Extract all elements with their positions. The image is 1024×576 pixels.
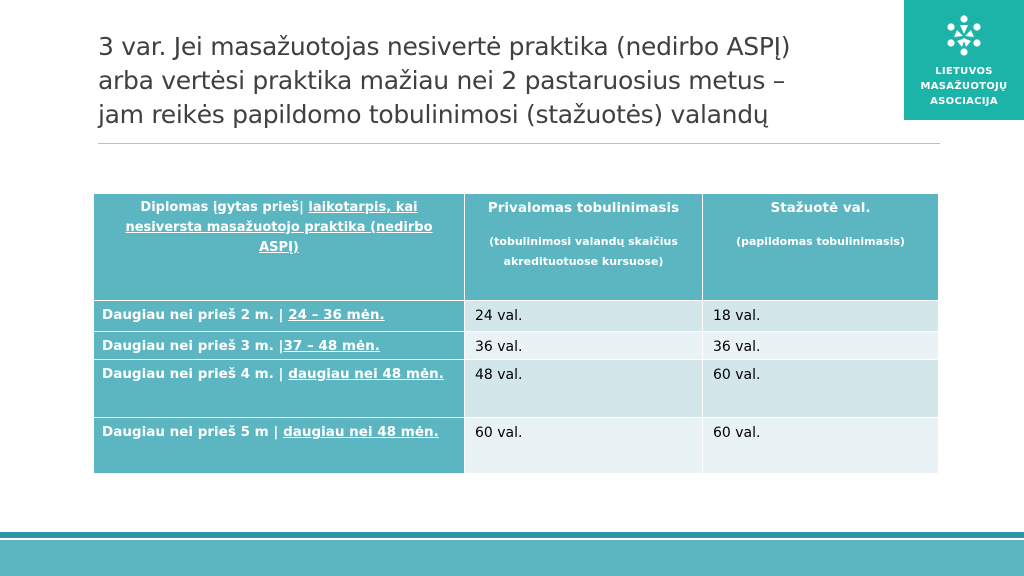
row-label-underlined: daugiau nei 48 mėn. — [288, 366, 444, 382]
header-internship-main: Stažuotė val. — [770, 200, 871, 216]
table-row — [94, 301, 939, 332]
row-label-underlined: daugiau nei 48 mėn. — [283, 424, 439, 440]
row-internship: 60 val. — [703, 360, 939, 418]
row-label — [94, 418, 465, 474]
title-line-2: arba vertėsi praktika mažiau nei 2 pastaruosius metus – — [98, 66, 786, 95]
title-line-3: jam reikės papildomo tobulinimosi (stažuotės) valandų — [98, 100, 769, 129]
row-internship: 60 val. — [703, 418, 939, 474]
header-diploma-underlined: laikotarpis, kai nesiversta masažuotojo praktika (nedirbo ASPĮ) — [125, 200, 433, 255]
row-label-plain: Daugiau nei prieš 2 m. | — [102, 307, 289, 323]
header-diploma — [94, 194, 465, 301]
title-line-1: 3 var. Jei masažuotojas nesivertė praktika (nedirbo ASPĮ) — [98, 32, 791, 61]
table-row — [94, 360, 939, 418]
row-label — [94, 360, 465, 418]
row-internship: 18 val. — [703, 301, 939, 332]
slide-title — [98, 30, 898, 132]
row-label-plain: Daugiau nei prieš 4 m. | — [102, 366, 289, 382]
logo-line-1: LIETUVOS — [935, 66, 993, 77]
footer-stripe — [0, 532, 1024, 538]
row-required: 36 val. — [465, 332, 703, 360]
row-label-underlined: 37 – 48 mėn. — [283, 338, 380, 354]
row-required: 48 val. — [465, 360, 703, 418]
training-hours-table — [93, 193, 939, 474]
footer-band — [0, 540, 1024, 576]
header-internship-sub: (papildomas tobulinimasis) — [736, 235, 905, 248]
row-label — [94, 301, 465, 332]
row-label-underlined: 24 – 36 mėn. — [288, 307, 385, 323]
table-row — [94, 418, 939, 474]
header-internship — [703, 194, 939, 301]
header-required-training — [465, 194, 703, 301]
row-internship: 36 val. — [703, 332, 939, 360]
logo-line-2: MASAŽUOTOJŲ — [920, 81, 1008, 92]
row-label-plain: Daugiau nei prieš 5 m | — [102, 424, 284, 440]
people-circle-icon — [944, 14, 984, 58]
logo-line-3: ASOCIACIJA — [930, 96, 998, 107]
row-required: 60 val. — [465, 418, 703, 474]
logo-text — [904, 64, 1024, 109]
header-required-main: Privalomas tobulinimasis — [487, 200, 680, 216]
row-label-plain: Daugiau nei prieš 3 m. | — [102, 338, 284, 354]
header-required-sub: (tobulinimosi valandų skaičius akredituotuose kursuose) — [489, 235, 678, 268]
table-header-row — [94, 194, 939, 301]
row-required: 24 val. — [465, 301, 703, 332]
title-divider — [98, 143, 940, 144]
table-row — [94, 332, 939, 360]
association-logo — [904, 0, 1024, 120]
header-diploma-plain: Diplomas įgytas prieš| — [140, 200, 309, 215]
row-label — [94, 332, 465, 360]
